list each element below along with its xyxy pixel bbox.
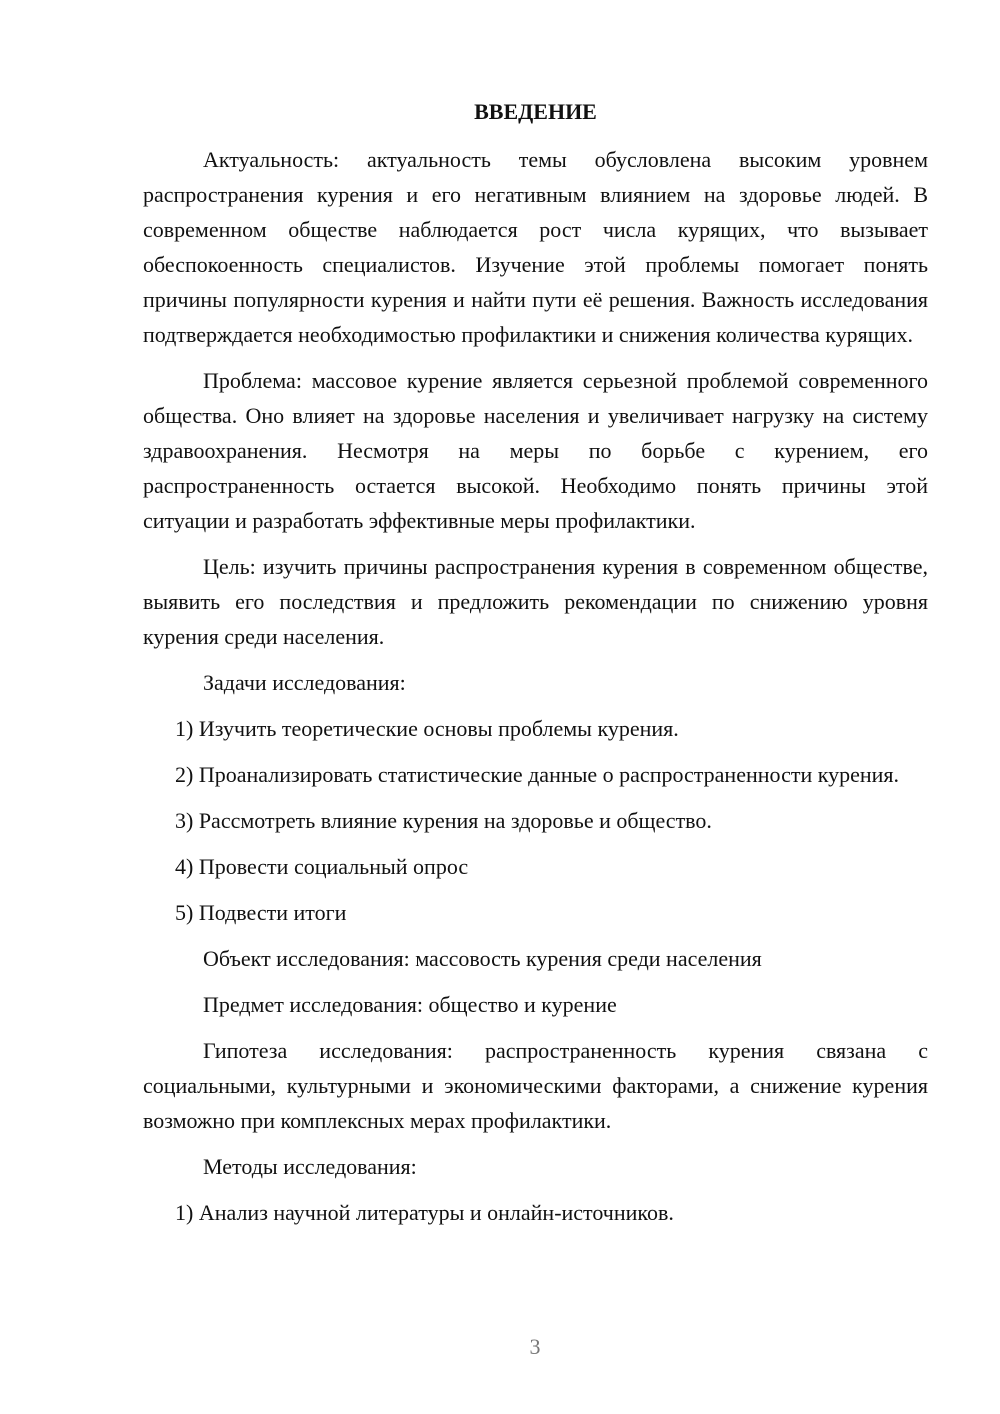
methods-heading: Методы исследования: <box>203 1154 417 1179</box>
task-item-5: 5) Подвести итоги <box>175 900 347 925</box>
hypothesis-paragraph: Гипотеза исследования: распространенность курения связана с социальными, культурными и экономическими факторами, а снижение курения возможно при комплексных мерах профилактики. <box>143 1038 928 1133</box>
problem-paragraph: Проблема: массовое курение является серьезной проблемой современного общества. Оно влияет на здоровье населения и увеличивает нагрузку на систему здравоохранения. Несмотря на меры по борьбе с курением, его распространенность остается высокой. Необходимо понять причины этой ситуации и разработать эффективные меры профилактики. <box>143 368 928 533</box>
goal-paragraph: Цель: изучить причины распространения курения в современном обществе, выявить его последствия и предложить рекомендации по снижению уровня курения среди населения. <box>143 554 928 649</box>
task-item-3: 3) Рассмотреть влияние курения на здоровье и общество. <box>175 808 712 833</box>
task-item-4: 4) Провести социальный опрос <box>175 854 469 879</box>
page-number: 3 <box>529 1334 541 1359</box>
tasks-heading: Задачи исследования: <box>203 670 406 695</box>
research-subject: Предмет исследования: общество и курение <box>203 992 617 1017</box>
task-item-1: 1) Изучить теоретические основы проблемы курения. <box>175 716 679 741</box>
research-object: Объект исследования: массовость курения среди населения <box>203 946 762 971</box>
relevance-paragraph: Актуальность: актуальность темы обусловлена высоким уровнем распространения курения и его негативным влиянием на здоровье людей. В современном обществе наблюдается рост числа курящих, что вызывает обеспокоенность специалистов. Изучение этой проблемы помогает понять причины популярности курения и найти пути её решения. Важность исследования подтверждается необходимостью профилактики и снижения количества курящих. <box>143 147 928 347</box>
page-heading: ВВЕДЕНИЕ <box>474 99 597 124</box>
method-item-1: 1) Анализ научной литературы и онлайн-источников. <box>175 1200 674 1225</box>
page-content <box>143 94 928 1241</box>
task-item-2: 2) Проанализировать статистические данные о распространенности курения. <box>175 762 900 787</box>
